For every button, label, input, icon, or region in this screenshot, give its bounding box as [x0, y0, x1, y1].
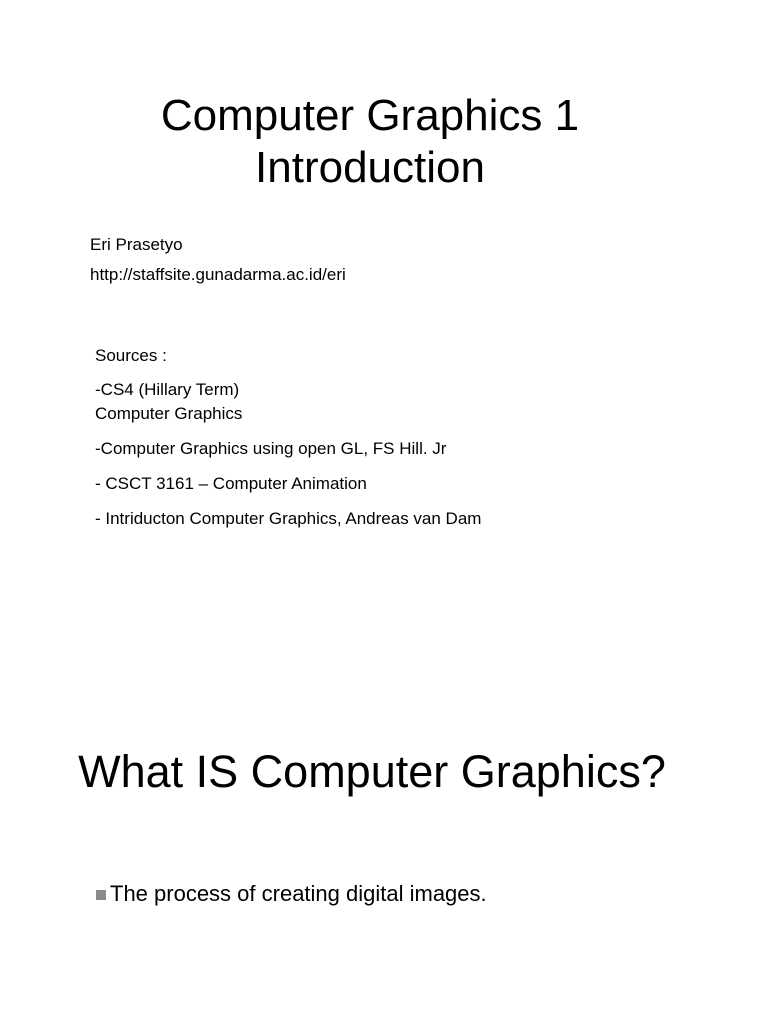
source-item [95, 437, 481, 461]
bullet-item [96, 880, 487, 908]
source-item [95, 472, 481, 496]
title-line-2: Introduction [255, 143, 485, 192]
slide-2 [0, 640, 768, 1024]
source-item [95, 378, 481, 426]
source-item [95, 507, 481, 531]
source-line: - Intriducton Computer Graphics, Andreas van Dam [95, 509, 482, 528]
slide-1-title [0, 90, 740, 194]
source-line: Computer Graphics [95, 404, 243, 423]
title-line-1: Computer Graphics 1 [160, 91, 580, 140]
slide-2-title: What IS Computer Graphics? [78, 746, 666, 797]
source-line: - CSCT 3161 – Computer Animation [95, 474, 367, 493]
author-name: Eri Prasetyo [90, 235, 183, 254]
source-line: -Computer Graphics using open GL, FS Hill. Jr [95, 439, 447, 458]
source-line: -CS4 (Hillary Term) [95, 380, 240, 399]
author-block [90, 230, 346, 290]
sources-heading: Sources : [95, 346, 167, 365]
square-bullet-icon [96, 890, 106, 900]
author-url: http://staffsite.gunadarma.ac.id/eri [90, 265, 346, 284]
bullet-text: The process of creating digital images. [110, 881, 487, 906]
sources-block [95, 344, 481, 542]
